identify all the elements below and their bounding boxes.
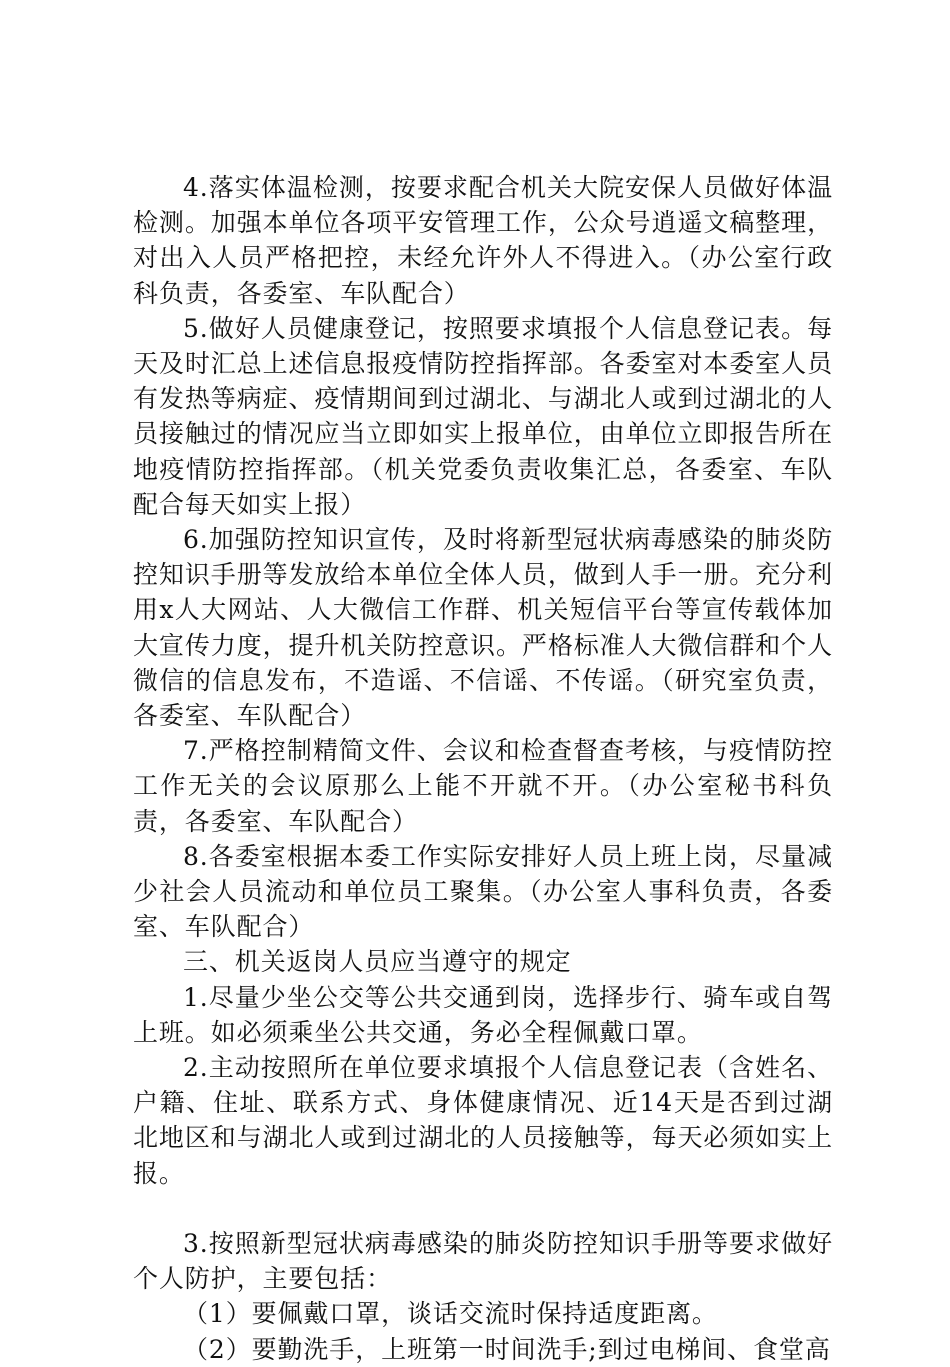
paragraph-subitem-2: （2）要勤洗手，上班第一时间洗手;到过电梯间、食堂高: [183, 1334, 831, 1364]
paragraph-subitem-1: （1）要佩戴口罩，谈话交流时保持适度距离。: [183, 1299, 718, 1329]
paragraph-rule-1: 1.尽量少坐公交等公共交通到岗，选择步行、骑车或自驾上班。如必须乘坐公共交通，务必全程佩戴口罩。: [133, 982, 833, 1047]
paragraph-item-7: 7.严格控制精简文件、会议和检查督查考核，与疫情防控工作无关的会议原那么上能不开就不开。（办公室秘书科负责，各委室、车队配合）: [133, 736, 833, 836]
paragraph-rule-2: 2.主动按照所在单位要求填报个人信息登记表（含姓名、户籍、住址、联系方式、身体健康情况、近14天是否到过湖北地区和与湖北人或到过湖北的人员接触等，每天必须如实上报。: [133, 1053, 833, 1188]
paragraph-rule-3: 3.按照新型冠状病毒感染的肺炎防控知识手册等要求做好个人防护，主要包括：: [133, 1228, 833, 1294]
section-heading-3: 三、机关返岗人员应当遵守的规定: [183, 947, 572, 977]
paragraph-item-8: 8.各委室根据本委工作实际安排好人员上班上岗，尽量减少社会人员流动和单位员工聚集。（办公室人事科负责，各委室、车队配合）: [133, 841, 833, 942]
paragraph-item-4: 4.落实体温检测，按要求配合机关大院安保人员做好体温检测。加强本单位各项平安管理工作，公众号逍遥文稿整理，对出入人员严格把控，未经允许外人不得进入。（办公室行政科负责，各委室、车队配合）: [133, 173, 833, 308]
paragraph-item-6: 6.加强防控知识宣传，及时将新型冠状病毒感染的肺炎防控知识手册等发放给本单位全体人员，做到人手一册。充分利用x人大网站、人大微信工作群、机关短信平台等宣传载体加大宣传力度，提升机关防控意识。严格标准人大微信群和个人微信的信息发布，不造谣、不信谣、不传谣。（研究室负责，各委室、车队配合）: [133, 525, 833, 731]
paragraph-item-5: 5.做好人员健康登记，按照要求填报个人信息登记表。每天及时汇总上述信息报疫情防控指挥部。各委室对本委室人员有发热等病症、疫情期间到过湖北、与湖北人或到过湖北的人员接触过的情况应当立即如实上报单位，由单位立即报告所在地疫情防控指挥部。（机关党委负责收集汇总，各委室、车队配合每天如实上报）: [133, 313, 833, 519]
document-body: [133, 170, 833, 1367]
